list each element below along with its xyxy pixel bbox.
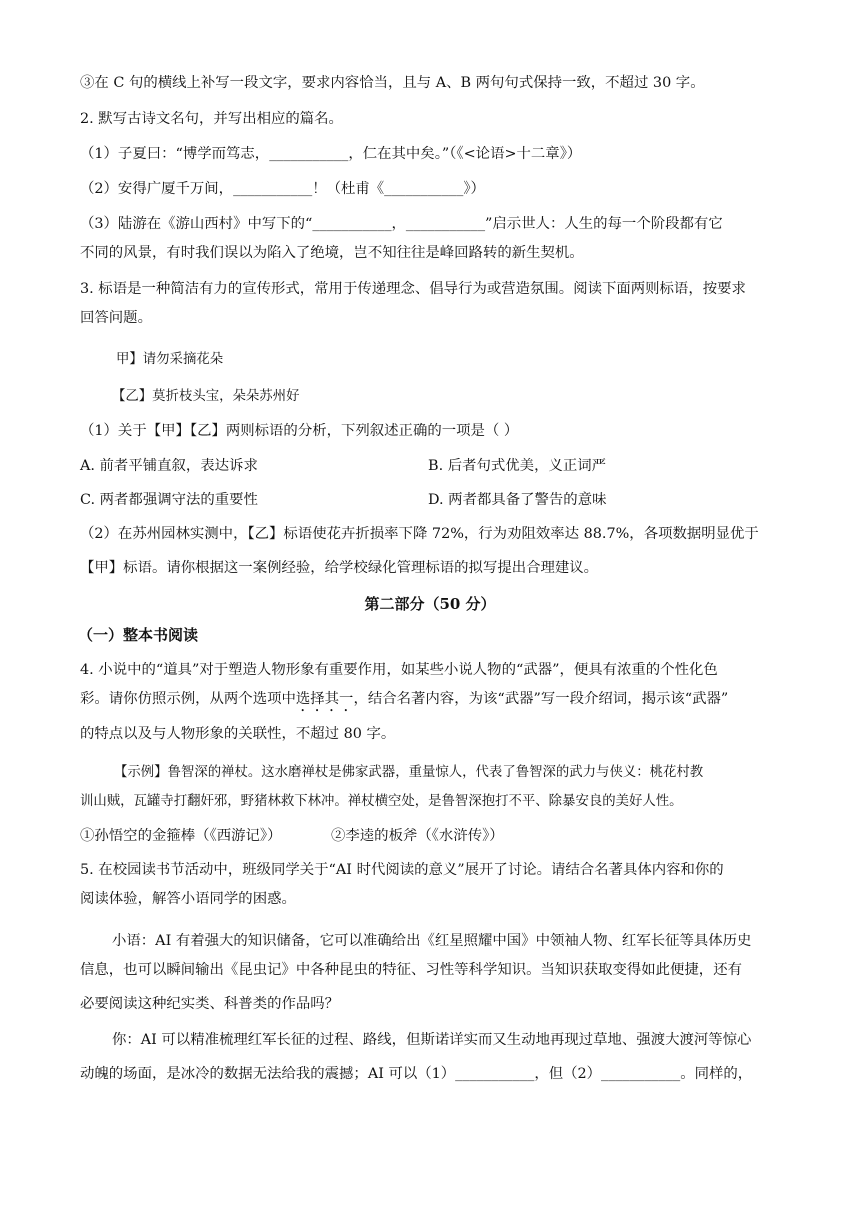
q4-choice-2: ②李逵的板斧（《水浒传》） bbox=[331, 828, 504, 844]
q3-stem-line-2: 回答问题。 bbox=[80, 310, 152, 326]
q3-stem-line-1: 3. 标语是一种简洁有力的宣传形式，常用于传递理念、倡导行为或营造氛围。阅读下面两则标语，按要求 bbox=[80, 281, 746, 297]
q4-line-3: 的特点以及与人物形象的关联性，不超过 80 字。 bbox=[80, 726, 396, 742]
q1-instruction-3: ③在 C 句的横线上补写一段文字，要求内容恰当，且与 A、B 两句句式保持一致，不超过 30 字。 bbox=[80, 75, 705, 91]
q4-line-2-part-a: 彩。请你仿照示例，从两个选项中 bbox=[80, 691, 296, 707]
q4-example-line-1: 【示例】鲁智深的禅杖。这水磨禅杖是佛家武器，重量惊人，代表了鲁智深的武力与侠义：桃花村教 bbox=[114, 765, 704, 780]
slogan-jia: 甲】请勿采摘花朵 bbox=[116, 352, 224, 367]
q3-sub-question-2-line-2: 【甲】标语。请你根据这一案例经验，给学校绿化管理标语的拟写提出合理建议。 bbox=[80, 560, 599, 576]
q5-line-2: 阅读体验，解答小语同学的困惑。 bbox=[80, 891, 296, 907]
you-line-2: 动魄的场面，是冰冷的数据无法给我的震撼；AI 可以（1）___________，但（2）___________。同样的， bbox=[80, 1066, 753, 1082]
option-a: A. 前者平铺直叙，表达诉求 bbox=[80, 458, 258, 474]
part-two-title: 第二部分（50 分） bbox=[364, 595, 496, 613]
q2-item-2: （2）安得广厦千万间，___________！（杜甫《___________》） bbox=[80, 181, 485, 197]
q4-line-2 bbox=[80, 689, 728, 715]
q2-item-3-line-1: （3）陆游在《游山西村》中写下的“___________，___________”启示世人：人生的每一个阶段都有它 bbox=[80, 216, 723, 232]
xiaoyu-line-1: 小语：AI 有着强大的知识储备，它可以准确给出《红星照耀中国》中领袖人物、红军长征等具体历史 bbox=[112, 933, 752, 949]
option-b: B. 后者句式优美，义正词严 bbox=[428, 458, 607, 474]
q2-item-3-line-2: 不同的风景，有时我们误以为陷入了绝境，岂不知往往是峰回路转的新生契机。 bbox=[80, 245, 584, 261]
you-line-1: 你：AI 可以精准梳理红军长征的过程、路线，但斯诺详实而又生动地再现过草地、强渡大渡河等惊心 bbox=[112, 1032, 752, 1048]
xiaoyu-line-2: 信息，也可以瞬间输出《昆虫记》中各种昆虫的特征、习性等科学知识。当知识获取变得如此便捷，还有 bbox=[80, 962, 742, 978]
q4-example-line-2: 训山贼，瓦罐寺打翻奸邪，野猪林救下林冲。禅杖横空处，是鲁智深抱打不平、除暴安良的美好人性。 bbox=[80, 794, 683, 809]
option-d: D. 两者都具备了警告的意味 bbox=[428, 492, 607, 508]
q4-line-2-part-b: ，结合名著内容，为该“武器”写一段介绍词，揭示该“武器” bbox=[353, 691, 729, 707]
q3-sub-question-1: （1）关于【甲】【乙】两则标语的分析，下列叙述正确的一项是（ ） bbox=[80, 423, 519, 439]
option-c: C. 两者都强调守法的重要性 bbox=[80, 492, 258, 508]
q5-line-1: 5. 在校园读书节活动中，班级同学关于“AI 时代阅读的意义”展开了讨论。请结合名著具体内容和你的 bbox=[80, 862, 724, 878]
q4-choice-1: ①孙悟空的金箍棒（《西游记》） bbox=[80, 828, 282, 844]
q3-sub-question-2-line-1: （2）在苏州园林实测中，【乙】标语使花卉折损率下降 72%，行为劝阻效率达 88.7%，各项数据明显优于 bbox=[80, 526, 759, 542]
q4-emphasis-dots: 选择其一 bbox=[295, 691, 354, 707]
section-whole-book-reading: （一）整本书阅读 bbox=[78, 626, 199, 644]
slogan-yi: 【乙】莫折枝头宝，朵朵苏州好 bbox=[112, 389, 300, 404]
q4-line-1: 4. 小说中的“道具”对于塑造人物形象有重要作用，如某些小说人物的“武器”，便具有浓重的个性化色 bbox=[80, 662, 718, 678]
xiaoyu-line-3: 必要阅读这种纪实类、科普类的作品吗？ bbox=[80, 996, 340, 1012]
q2-stem: 2. 默写古诗文名句，并写出相应的篇名。 bbox=[80, 111, 343, 127]
q2-item-1: （1）子夏曰：“博学而笃志，___________，仁在其中矣。”（《<论语>十二章》） bbox=[80, 146, 582, 162]
